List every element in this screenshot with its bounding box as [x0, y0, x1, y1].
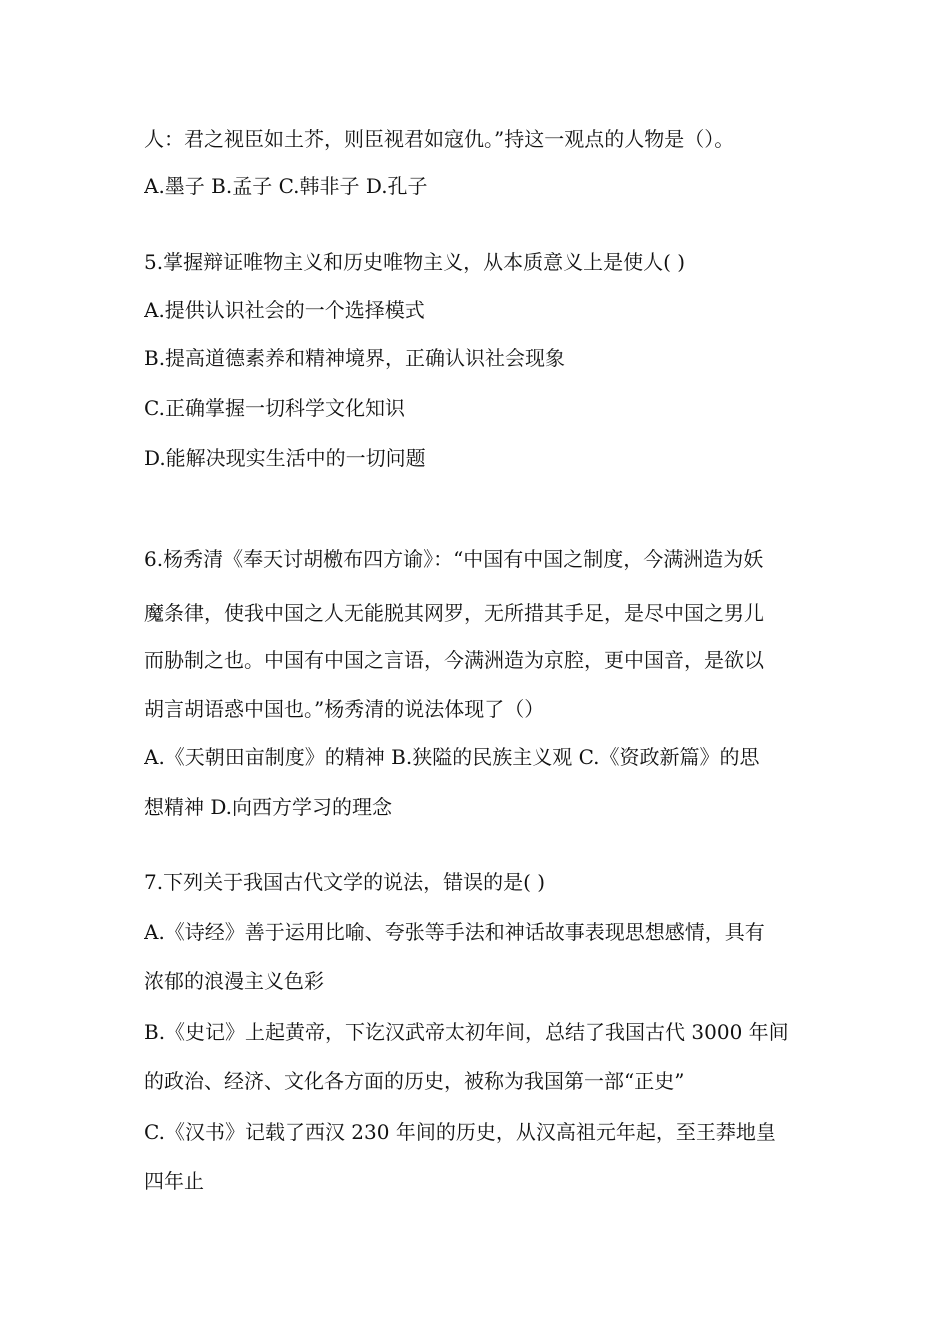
q6-stem-line-2: 魔条律，使我中国之人无能脱其网罗，无所措其手足，是尽中国之男儿 [144, 601, 764, 625]
q7-option-b-line-1: B.《史记》上起黄帝，下讫汉武帝太初年间，总结了我国古代 3000 年间 [144, 1020, 789, 1044]
q5-option-a: A.提供认识社会的一个选择模式 [144, 298, 425, 322]
q5-option-c: C.正确掌握一切科学文化知识 [144, 396, 405, 420]
q6-options-line-1: A.《天朝田亩制度》的精神 B.狭隘的民族主义观 C.《资政新篇》的思 [144, 745, 760, 769]
q6-stem-line-1: 6.杨秀清《奉天讨胡檄布四方谕》：“中国有中国之制度，今满洲造为妖 [144, 547, 764, 571]
q7-option-c-line-1: C.《汉书》记载了西汉 230 年间的历史，从汉高祖元年起，至王莽地皇 [144, 1120, 776, 1144]
q6-stem-line-3: 而胁制之也。中国有中国之言语，今满洲造为京腔，更中国音，是欲以 [144, 648, 764, 672]
q5-stem: 5.掌握辩证唯物主义和历史唯物主义，从本质意义上是使人( ) [144, 250, 686, 274]
q4-stem-tail: 人：君之视臣如土芥，则臣视君如寇仇。”持这一观点的人物是（）。 [144, 127, 735, 151]
q7-option-c-line-2: 四年止 [144, 1169, 204, 1193]
q5-option-d: D.能解决现实生活中的一切问题 [144, 446, 426, 470]
q7-stem: 7.下列关于我国古代文学的说法，错误的是( ) [144, 870, 546, 894]
q7-option-a-line-2: 浓郁的浪漫主义色彩 [144, 969, 324, 993]
q6-stem-line-4: 胡言胡语惑中国也。”杨秀清的说法体现了（） [144, 697, 545, 721]
q6-options-line-2: 想精神 D.向西方学习的理念 [144, 795, 393, 819]
q5-option-b: B.提高道德素养和精神境界，正确认识社会现象 [144, 346, 566, 370]
q7-option-a-line-1: A.《诗经》善于运用比喻、夸张等手法和神话故事表现思想感情，具有 [144, 920, 765, 944]
q4-options: A.墨子 B.孟子 C.韩非子 D.孔子 [144, 174, 428, 198]
q7-option-b-line-2: 的政治、经济、文化各方面的历史，被称为我国第一部“正史” [144, 1069, 685, 1093]
